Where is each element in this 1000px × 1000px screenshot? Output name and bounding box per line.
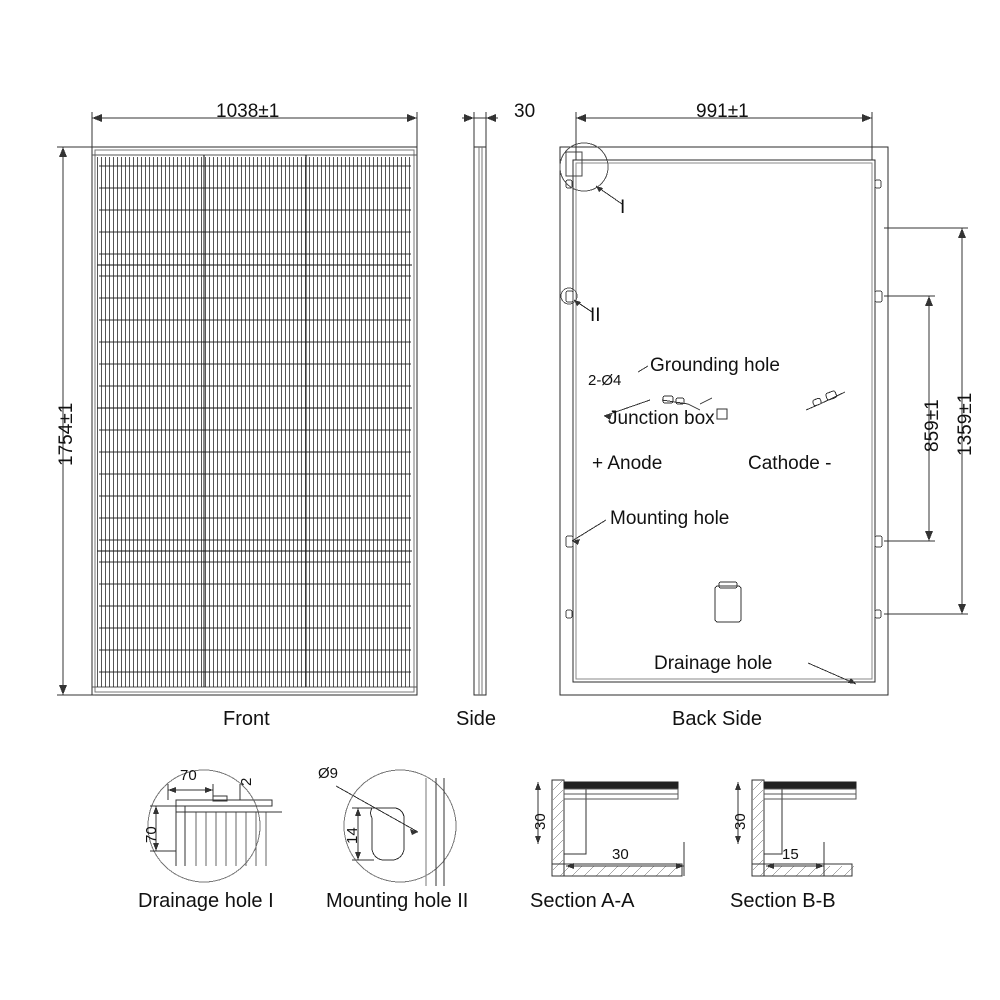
dim-back-859: 859±1 bbox=[922, 399, 943, 452]
front-cell-fingers bbox=[97, 157, 412, 687]
caption-side: Side bbox=[456, 708, 497, 730]
junction-box-label: Junction box bbox=[608, 408, 715, 429]
grounding-hole-spec: 2-Ø4 bbox=[588, 372, 622, 389]
dim-drainage-t: 2 bbox=[238, 777, 255, 786]
dim-drainage-w: 70 bbox=[180, 767, 197, 784]
dim-side-thickness: 30 bbox=[514, 101, 536, 122]
mounting-hole-label: Mounting hole bbox=[610, 508, 730, 529]
caption-mounting-hole-detail: Mounting hole II bbox=[326, 890, 469, 912]
caption-drainage-hole-detail: Drainage hole I bbox=[138, 890, 274, 912]
dim-section-aa-depth: 30 bbox=[612, 846, 629, 863]
caption-front: Front bbox=[223, 708, 270, 730]
dim-section-bb-height: 30 bbox=[732, 813, 749, 830]
dim-front-width: 1038±1 bbox=[216, 101, 280, 122]
cathode-label: Cathode - bbox=[748, 453, 832, 474]
grounding-hole-label: Grounding hole bbox=[650, 355, 780, 376]
dim-section-aa-height: 30 bbox=[532, 813, 549, 830]
dim-section-bb-depth: 15 bbox=[782, 846, 799, 863]
drainage-hole-label: Drainage hole bbox=[654, 653, 773, 674]
caption-section-aa: Section A-A bbox=[530, 890, 635, 912]
dim-mounting-len: 14 bbox=[344, 827, 361, 844]
dim-back-1359: 1359±1 bbox=[955, 392, 976, 456]
dim-drainage-h: 70 bbox=[143, 826, 160, 843]
caption-back-side: Back Side bbox=[672, 708, 763, 730]
dim-front-height: 1754±1 bbox=[56, 402, 77, 466]
detail-marker-i-label: I bbox=[620, 197, 626, 218]
caption-section-bb: Section B-B bbox=[730, 890, 836, 912]
detail-marker-ii-label: II bbox=[590, 305, 601, 326]
dim-mounting-dia: Ø9 bbox=[318, 765, 339, 782]
dim-back-width: 991±1 bbox=[696, 101, 749, 122]
anode-label: + Anode bbox=[592, 453, 663, 474]
